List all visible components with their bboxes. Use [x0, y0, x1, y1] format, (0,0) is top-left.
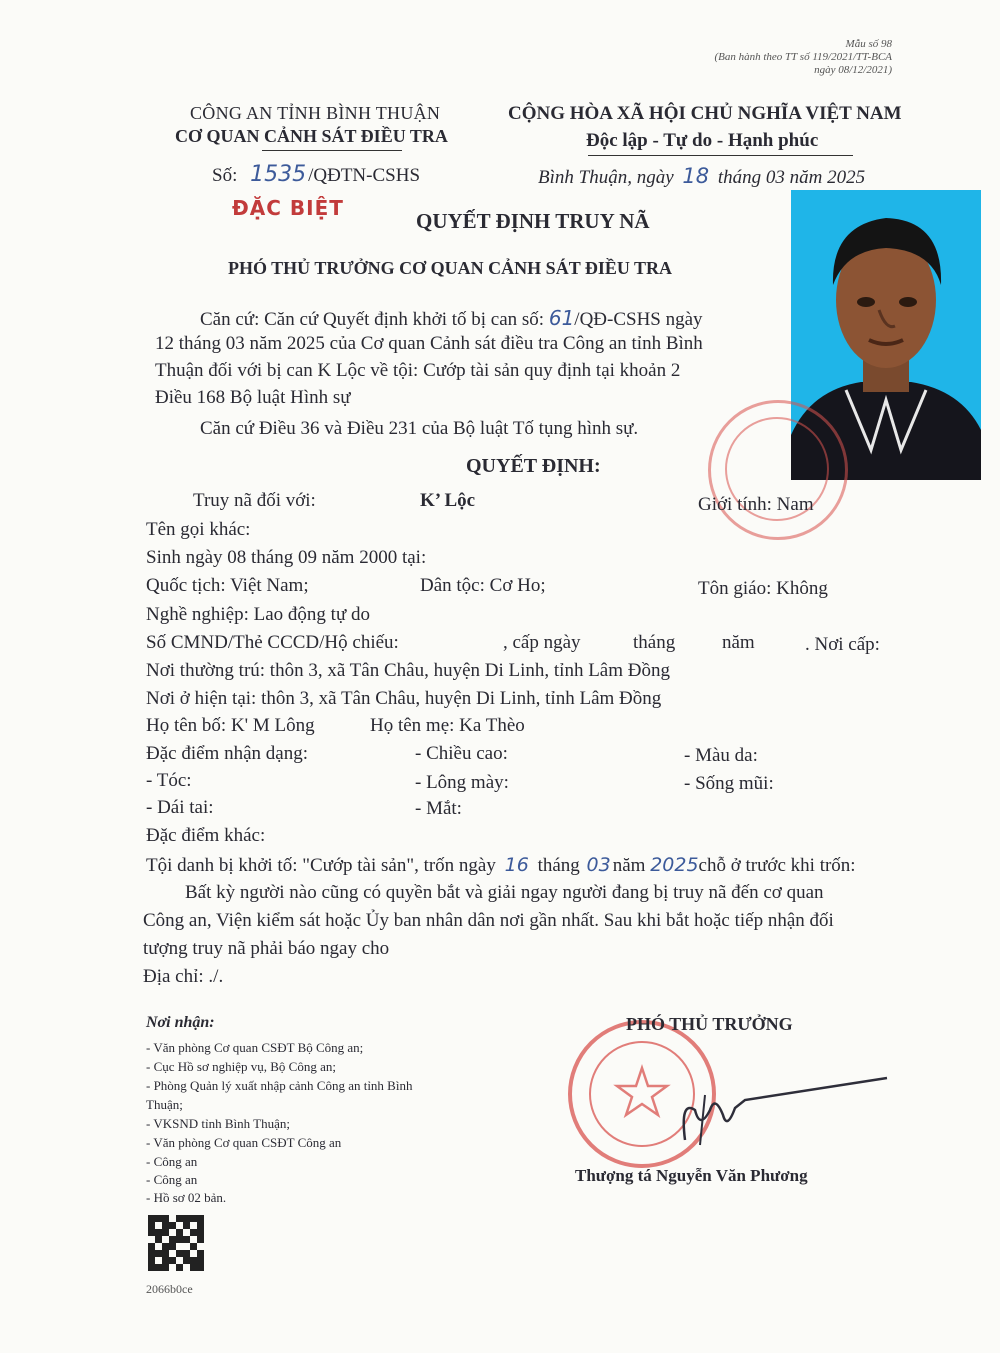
id-issue-date: , cấp ngày	[503, 632, 581, 653]
other-features: Đặc điểm khác:	[146, 825, 266, 846]
date-prefix: Bình Thuận, ngày	[538, 167, 674, 188]
religion: Tôn giáo: Không	[698, 578, 828, 599]
basis-line1b: /QĐ-CSHS ngày	[574, 309, 703, 330]
escape-year-label: năm	[612, 855, 646, 876]
gender: Giới tính: Nam	[698, 494, 814, 515]
crime-text: Tội danh bị khởi tố: "Cướp tài sản", trốn ngày	[146, 855, 496, 876]
father-name: Họ tên bố: K' M Lông	[146, 715, 315, 736]
recipient-item: - Công an	[146, 1154, 198, 1169]
birth: Sinh ngày 08 tháng 09 năm 2000 tại:	[146, 547, 427, 568]
basis-line4: Điều 168 Bộ luật Hình sự	[155, 387, 351, 408]
so-number-handwritten: 1535	[250, 162, 307, 187]
id-month: tháng	[633, 632, 676, 653]
form-note-line2: (Ban hành theo TT số 119/2021/TT-BCA	[714, 51, 892, 63]
instruction-line2: Công an, Viện kiểm sát hoặc Ủy ban nhân dân nơi gần nhất. Sau khi bắt hoặc tiếp nhận đối	[143, 910, 834, 931]
basis-line1a: Căn cứ: Căn cứ Quyết định khởi tố bị can số:	[200, 309, 545, 330]
recipient-item: - Phòng Quản lý xuất nhập cảnh Công an tỉnh Bình	[146, 1078, 413, 1093]
nationality: Quốc tịch: Việt Nam;	[146, 575, 309, 596]
recipient-item: - Hồ sơ 02 bản.	[146, 1190, 227, 1205]
handwritten-signature	[655, 1070, 895, 1150]
instruction-line3: tượng truy nã phải báo ngay cho	[143, 938, 390, 959]
feature-eyebrow: - Lông mày:	[415, 772, 509, 793]
nation-title: CỘNG HÒA XÃ HỘI CHỦ NGHĨA VIỆT NAM	[508, 103, 902, 124]
wanted-label: Truy nã đối với:	[193, 490, 316, 511]
recipient-item: - VKSND tỉnh Bình Thuận;	[146, 1116, 290, 1131]
escape-day-handwritten: 16	[504, 854, 529, 876]
wanted-name: K’ Lộc	[420, 490, 476, 511]
issue-date	[538, 164, 865, 189]
recipient-item: - Công an	[146, 1172, 198, 1187]
permanent-address: Nơi thường trú: thôn 3, xã Tân Châu, huyện Di Linh, tỉnh Lâm Đồng	[146, 660, 670, 681]
feature-skin: - Màu da:	[684, 745, 758, 766]
id-place: . Nơi cấp:	[805, 634, 880, 655]
signer-name: Thượng tá Nguyễn Văn Phương	[575, 1166, 808, 1185]
recipients-title: Nơi nhận:	[146, 1014, 215, 1031]
escape-residence: chỗ ở trước khi trốn:	[698, 855, 856, 876]
authority-title: PHÓ THỦ TRƯỞNG CƠ QUAN CẢNH SÁT ĐIỀU TRA	[228, 258, 673, 278]
id-year: năm	[722, 632, 755, 653]
ethnicity: Dân tộc: Cơ Ho;	[420, 575, 546, 596]
feature-hair: - Tóc:	[146, 770, 192, 791]
feature-height: - Chiều cao:	[415, 743, 508, 764]
form-note-line1: Mẫu số 98	[845, 38, 892, 50]
feature-earlobe: - Dái tai:	[146, 797, 214, 818]
document-number	[212, 162, 420, 187]
feature-nose: - Sống mũi:	[684, 773, 774, 794]
recipient-item: - Văn phòng Cơ quan CSĐT Công an	[146, 1135, 342, 1150]
nation-motto: Độc lập - Tự do - Hạnh phúc	[586, 130, 819, 151]
motto-underline	[588, 155, 853, 156]
contact-address: Địa chỉ: ./.	[143, 966, 224, 987]
features-label: Đặc điểm nhận dạng:	[146, 743, 308, 764]
document-title: QUYẾT ĐỊNH TRUY NÃ	[416, 209, 650, 233]
form-note-line3: ngày 08/12/2021)	[814, 64, 892, 76]
so-suffix: /QĐTN-CSHS	[308, 165, 421, 186]
alias: Tên gọi khác:	[146, 519, 251, 540]
decision-number-handwritten: 61	[548, 306, 575, 330]
id-label: Số CMND/Thẻ CCCD/Hộ chiếu:	[146, 632, 399, 653]
crime-line	[146, 854, 856, 877]
agency-name: CÔNG AN TỈNH BÌNH THUẬN	[190, 103, 441, 123]
feature-eyes: - Mắt:	[415, 798, 462, 819]
basis-line5: Căn cứ Điều 36 và Điều 231 của Bộ luật Tố tụng hình sự.	[200, 418, 639, 439]
qr-code	[148, 1215, 204, 1271]
escape-month-label: tháng	[537, 855, 580, 876]
occupation: Nghề nghiệp: Lao động tự do	[146, 604, 371, 625]
special-stamp: ĐẶC BIỆT	[232, 196, 344, 220]
document-code: 2066b0ce	[146, 1282, 193, 1296]
date-rest: tháng 03 năm 2025	[717, 167, 866, 188]
escape-year-handwritten: 2025	[650, 854, 699, 876]
basis-line3: Thuận đối với bị can K Lộc về tội: Cướp tài sản quy định tại khoản 2	[155, 360, 681, 381]
agency-underline	[262, 150, 402, 151]
agency-department: CƠ QUAN CẢNH SÁT ĐIỀU TRA	[175, 126, 448, 146]
so-label: Số:	[212, 165, 238, 186]
signature-stroke	[655, 1070, 895, 1150]
form-template-note	[714, 38, 892, 77]
mother-name: Họ tên mẹ: Ka Thèo	[370, 715, 525, 736]
escape-month-handwritten: 03	[586, 854, 611, 876]
recipient-item: - Văn phòng Cơ quan CSĐT Bộ Công an;	[146, 1040, 364, 1055]
signer-title: PHÓ THỦ TRƯỞNG	[626, 1014, 793, 1034]
official-seal-upper	[708, 400, 848, 540]
basis-line2: 12 tháng 03 năm 2025 của Cơ quan Cảnh sát điều tra Công an tỉnh Bình	[155, 333, 703, 354]
decision-heading: QUYẾT ĐỊNH:	[466, 455, 601, 477]
current-address: Nơi ở hiện tại: thôn 3, xã Tân Châu, huyện Di Linh, tỉnh Lâm Đồng	[146, 688, 662, 709]
instruction-line1: Bất kỳ người nào cũng có quyền bắt và giải ngay người đang bị truy nã đến cơ quan	[185, 882, 824, 903]
basis-line1	[200, 306, 703, 331]
recipient-item: Thuận;	[146, 1097, 183, 1112]
recipient-item: - Cục Hồ sơ nghiệp vụ, Bộ Công an;	[146, 1059, 336, 1074]
date-day-handwritten: 18	[682, 164, 710, 188]
